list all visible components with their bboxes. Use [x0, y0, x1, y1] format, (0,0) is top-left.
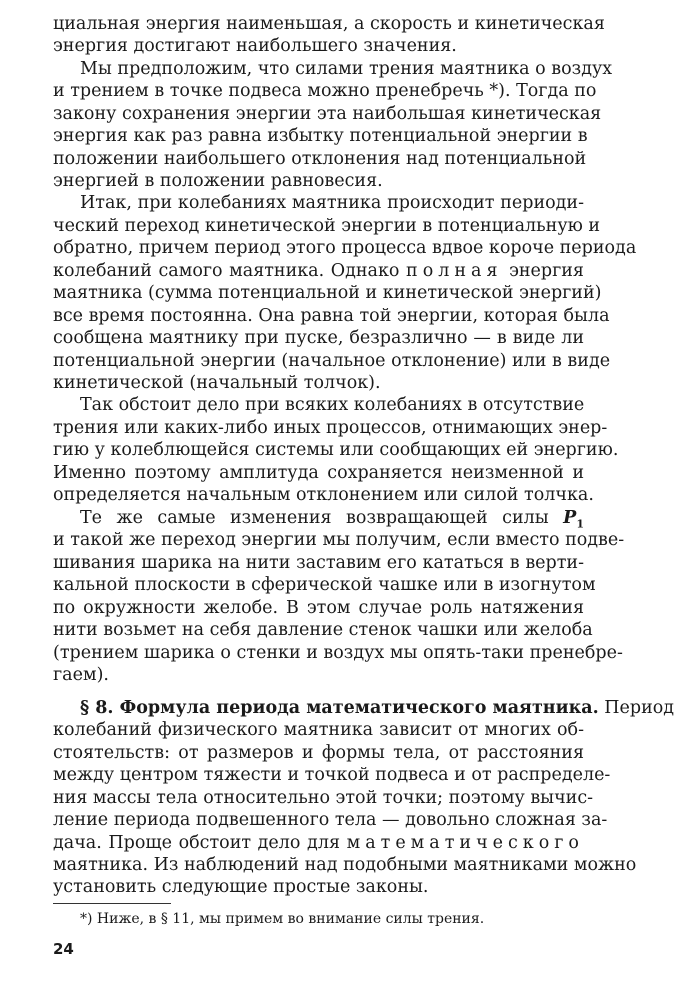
text-line: шивания шарика на нити заставим его кататься в верти-	[53, 553, 584, 573]
text-line: нити возьмет на себя давление стенок чашки или желоба	[53, 620, 593, 640]
text-line: гаем).	[53, 665, 109, 685]
text-line: стоятельств: от размеров и формы тела, от расстояния	[53, 743, 584, 763]
text-line: Так обстоит дело при всяких колебаниях в отсутствие	[80, 395, 585, 415]
text-line: потенциальной энергии (начальное отклонение) или в виде	[53, 351, 611, 371]
text-line: колебаний физического маятника зависит от многих об-	[53, 720, 584, 740]
text-segment: и	[53, 530, 65, 550]
text-line	[80, 507, 584, 529]
text-line: маятника. Из наблюдений над подобными маятниками можно	[53, 855, 637, 875]
text-line: гию у колеблющейся системы или сообщающих ей энергию.	[53, 440, 619, 460]
text-line: трения или каких-либо иных процессов, отнимающих энер-	[53, 418, 608, 438]
text-segment: колебаний самого маятника. Однако	[53, 261, 400, 281]
page-number: 24	[53, 940, 74, 958]
text-line: кальной плоскости в сферической чашке или в изогнутом	[53, 575, 596, 595]
text-line: энергия достигают наибольшего значения.	[53, 36, 457, 56]
text-line: Именно поэтому амплитуда сохраняется неизменной и	[53, 463, 584, 483]
text-line: циальная энергия наименьшая, а скорость и кинетическая	[53, 14, 605, 34]
text-line: энергией в положении равновесия.	[53, 171, 383, 191]
footnote-rule	[53, 903, 171, 904]
text-line: ческий переход кинетической энергии в потенциальную и	[53, 216, 601, 236]
text-line: ление периода подвешенного тела — довольно сложная за-	[53, 810, 608, 830]
text-line: кинетической (начальный толчок).	[53, 373, 381, 393]
text-line	[53, 260, 584, 282]
text-segment: энергия	[509, 261, 584, 281]
text-line: все время постоянна. Она равна той энергии, которая была	[53, 306, 610, 326]
text-line: энергия как раз равна избытку потенциальной энергии в	[53, 126, 588, 146]
text-line: Мы предположим, что силами трения маятника о воздух	[80, 59, 613, 79]
text-line: между центром тяжести и точкой подвеса и от распределе-	[53, 765, 611, 785]
text-line: и трением в точке подвеса можно пренебречь *). Тогда по	[53, 81, 597, 101]
text-line: определяется начальным отклонением или силой толчка.	[53, 485, 594, 505]
text-line: установить следующие простые законы.	[53, 877, 429, 897]
spaced-emphasis: математического	[346, 833, 584, 853]
text-segment: такой же переход энергии мы получим, если вместо подве-	[70, 530, 625, 550]
text-line: обратно, причем период этого процесса вдвое короче периода	[53, 238, 637, 258]
text-line: ния массы тела относительно этой точки; поэтому вычис-	[53, 788, 594, 808]
text-segment: Период	[604, 698, 674, 718]
footnote: *) Ниже, в § 11, мы примем во внимание силы трения.	[80, 911, 485, 927]
text-line: закону сохранения энергии эта наибольшая кинетическая	[53, 104, 602, 124]
text-line: Итак, при колебаниях маятника происходит периоди-	[80, 193, 584, 213]
section-heading: § 8. Формула периода математического маятника.	[80, 698, 599, 718]
section-heading-line	[80, 697, 674, 719]
text-line: (трением шарика о стенки и воздух мы опять-таки пренебре-	[53, 643, 623, 663]
text-segment: дача. Проще обстоит дело для	[53, 833, 340, 853]
text-segment: Те же самые изменения возвращающей силы	[80, 508, 549, 528]
force-symbol: $P_1$	[563, 508, 584, 531]
text-line: сообщена маятнику при пуске, безразлично — в виде ли	[53, 328, 584, 348]
text-line: по окружности желобе. В этом случае роль натяжения	[53, 598, 584, 618]
text-line	[53, 832, 584, 854]
text-line: маятника (сумма потенциальной и кинетической энергий)	[53, 283, 602, 303]
spaced-emphasis: полная	[406, 261, 503, 281]
text-line	[53, 529, 625, 551]
text-line: положении наибольшего отклонения над потенциальной	[53, 149, 587, 169]
